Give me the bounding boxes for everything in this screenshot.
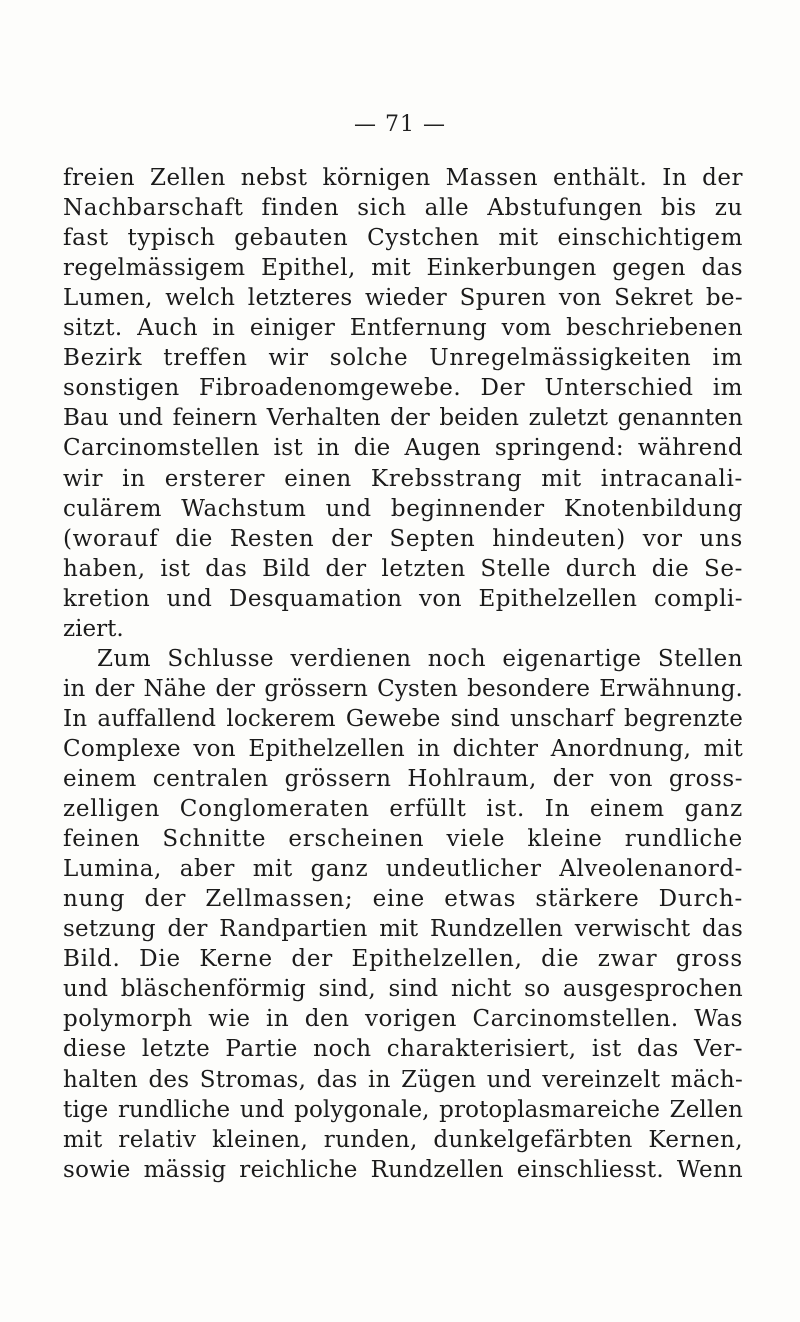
text-line: kretion und Desquamation von Epithelzellen compli-: [63, 586, 743, 612]
text-line: in der Nähe der grössern Cysten besondere Erwähnung.: [63, 676, 743, 702]
text-line: und bläschenförmig sind, sind nicht so ausgesprochen: [63, 976, 743, 1002]
text-line: Bau und feinern Verhalten der beiden zuletzt genannten: [63, 405, 743, 431]
text-line: Nachbarschaft finden sich alle Abstufungen bis zu: [63, 195, 743, 221]
text-line: Carcinomstellen ist in die Augen springend: während: [63, 435, 743, 461]
text-line: Lumina, aber mit ganz undeutlicher Alveolenanord-: [63, 856, 743, 882]
text-line: halten des Stromas, das in Zügen und vereinzelt mäch-: [63, 1067, 743, 1093]
text-line: sitzt. Auch in einiger Entfernung vom beschriebenen: [63, 315, 743, 341]
text-line: freien Zellen nebst körnigen Massen enthält. In der: [63, 165, 743, 191]
text-line: sowie mässig reichliche Rundzellen einschliesst. Wenn: [63, 1157, 743, 1183]
text-line: diese letzte Partie noch charakterisiert, ist das Ver-: [63, 1036, 743, 1062]
text-line: In auffallend lockerem Gewebe sind unscharf begrenzte: [63, 706, 743, 732]
page-number: — 71 —: [354, 112, 446, 137]
text-line: Bild. Die Kerne der Epithelzellen, die zwar gross: [63, 946, 743, 972]
text-line: Complexe von Epithelzellen in dichter Anordnung, mit: [63, 736, 743, 762]
text-line: Zum Schlusse verdienen noch eigenartige Stellen: [97, 646, 743, 672]
text-line: mit relativ kleinen, runden, dunkelgefärbten Kernen,: [63, 1127, 743, 1153]
text-line: sonstigen Fibroadenomgewebe. Der Unterschied im: [63, 375, 743, 401]
text-line: tige rundliche und polygonale, protoplasmareiche Zellen: [63, 1097, 743, 1123]
text-line: fast typisch gebauten Cystchen mit einschichtigem: [63, 225, 743, 251]
text-line: feinen Schnitte erscheinen viele kleine rundliche: [63, 826, 743, 852]
text-line: polymorph wie in den vorigen Carcinomstellen. Was: [63, 1006, 743, 1032]
text-line: ziert.: [63, 616, 124, 642]
text-line: wir in ersterer einen Krebsstrang mit intracanali-: [63, 466, 743, 492]
text-line: setzung der Randpartien mit Rundzellen verwischt das: [63, 916, 743, 942]
text-line: haben, ist das Bild der letzten Stelle durch die Se-: [63, 556, 743, 582]
text-line: regelmässigem Epithel, mit Einkerbungen gegen das: [63, 255, 743, 281]
text-line: nung der Zellmassen; eine etwas stärkere Durch-: [63, 886, 743, 912]
text-line: Bezirk treffen wir solche Unregelmässigkeiten im: [63, 345, 743, 371]
text-line: (worauf die Resten der Septen hindeuten) vor uns: [63, 526, 743, 552]
text-line: zelligen Conglomeraten erfüllt ist. In einem ganz: [63, 796, 743, 822]
text-line: einem centralen grössern Hohlraum, der von gross-: [63, 766, 743, 792]
text-line: Lumen, welch letzteres wieder Spuren von Sekret be-: [63, 285, 743, 311]
text-line: culärem Wachstum und beginnender Knotenbildung: [63, 496, 743, 522]
